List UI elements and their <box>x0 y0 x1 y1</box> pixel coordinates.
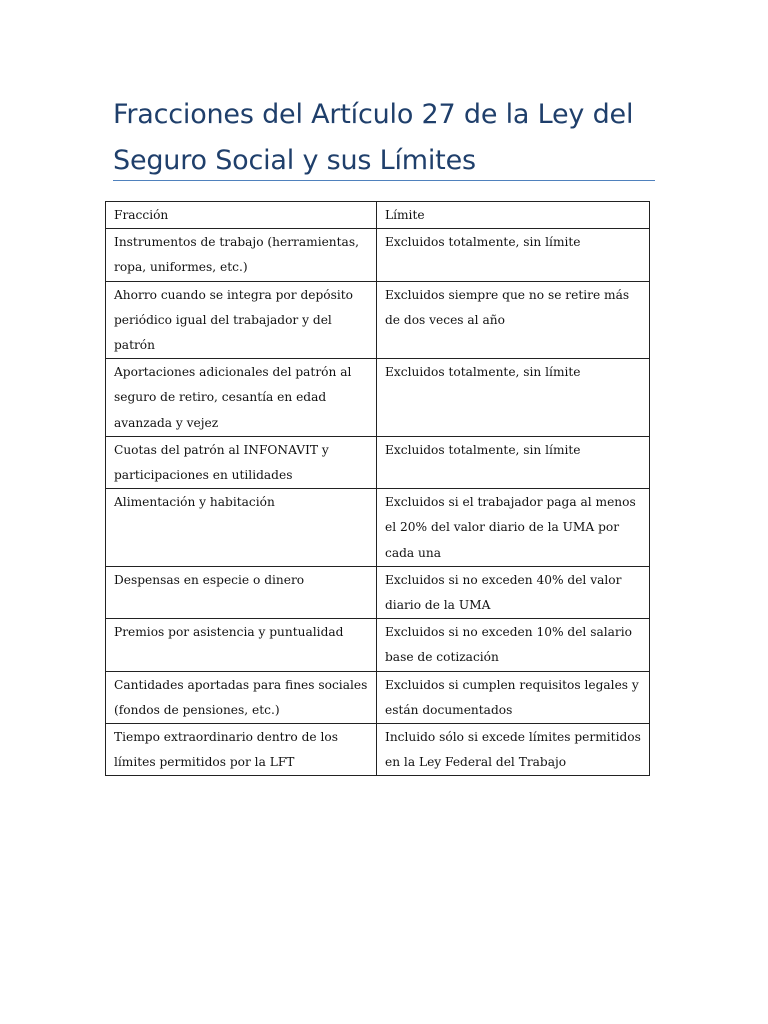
table-row <box>106 724 650 776</box>
table-row <box>106 359 650 437</box>
table-row <box>106 489 650 567</box>
cell-fraccion: Cuotas del patrón al INFONAVIT y participaciones en utilidades <box>106 436 377 488</box>
cell-fraccion: Tiempo extraordinario dentro de los límites permitidos por la LFT <box>106 724 377 776</box>
cell-limite: Incluido sólo si excede límites permitidos en la Ley Federal del Trabajo <box>377 724 650 776</box>
cell-limite: Excluidos si no exceden 40% del valor diario de la UMA <box>377 566 650 618</box>
cell-fraccion: Ahorro cuando se integra por depósito periódico igual del trabajador y del patrón <box>106 281 377 359</box>
cell-limite: Excluidos siempre que no se retire más de dos veces al año <box>377 281 650 359</box>
header-cell-limite: Límite <box>377 202 650 229</box>
cell-limite: Excluidos totalmente, sin límite <box>377 436 650 488</box>
cell-fraccion: Instrumentos de trabajo (herramientas, ropa, uniformes, etc.) <box>106 229 377 281</box>
cell-limite: Excluidos si cumplen requisitos legales y están documentados <box>377 671 650 723</box>
cell-fraccion: Despensas en especie o dinero <box>106 566 377 618</box>
cell-limite: Excluidos totalmente, sin límite <box>377 359 650 437</box>
header-cell-fraccion: Fracción <box>106 202 377 229</box>
table-row <box>106 566 650 618</box>
table-row <box>106 619 650 671</box>
table-row <box>106 671 650 723</box>
cell-limite: Excluidos totalmente, sin límite <box>377 229 650 281</box>
table-row <box>106 436 650 488</box>
cell-fraccion: Aportaciones adicionales del patrón al seguro de retiro, cesantía en edad avanzada y vejez <box>106 359 377 437</box>
table-header-row <box>106 202 650 229</box>
cell-fraccion: Premios por asistencia y puntualidad <box>106 619 377 671</box>
table-row <box>106 281 650 359</box>
document-title: Fracciones del Artículo 27 de la Ley del Seguro Social y sus Límites <box>113 99 634 176</box>
cell-limite: Excluidos si el trabajador paga al menos el 20% del valor diario de la UMA por cada una <box>377 489 650 567</box>
fracciones-table <box>105 201 650 776</box>
title-underline <box>113 180 655 181</box>
cell-limite: Excluidos si no exceden 10% del salario base de cotización <box>377 619 650 671</box>
cell-fraccion: Cantidades aportadas para fines sociales (fondos de pensiones, etc.) <box>106 671 377 723</box>
table-row <box>106 229 650 281</box>
cell-fraccion: Alimentación y habitación <box>106 489 377 567</box>
